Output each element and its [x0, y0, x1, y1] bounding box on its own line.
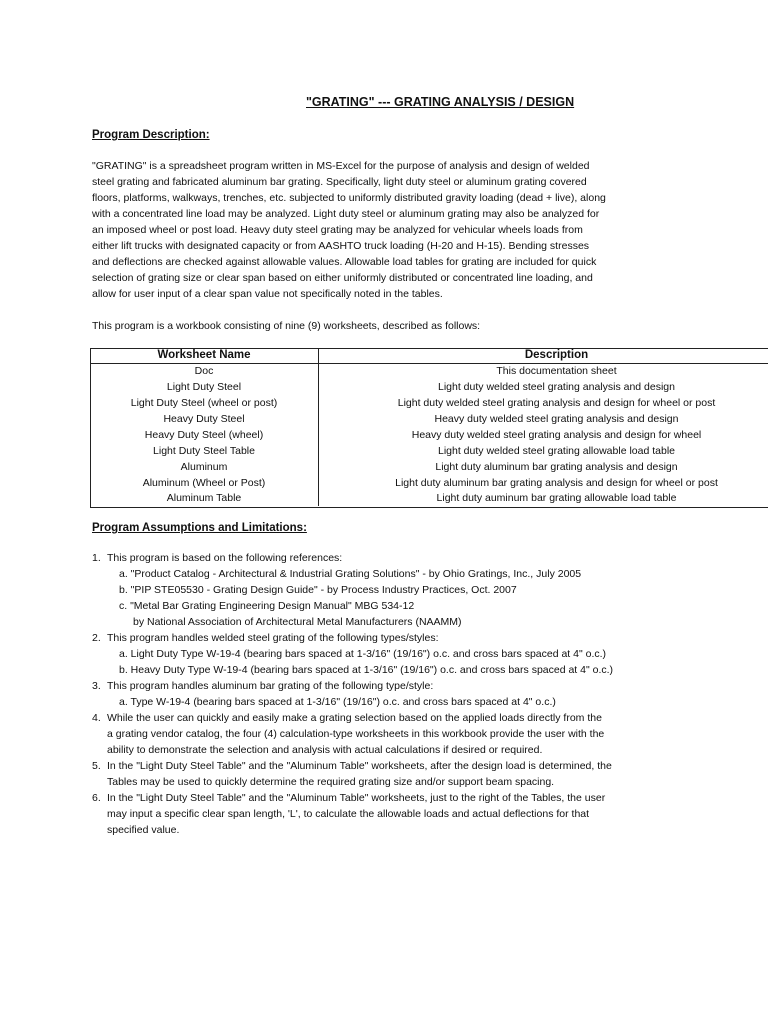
list-item-text: a. "Product Catalog - Architectural & Industrial Grating Solutions" - by Ohio Gratings, Inc., July 2005 [119, 568, 582, 580]
list-item-text: a. Type W-19-4 (bearing bars spaced at 1-3/16" (19/16") o.c. and cross bars spaced at 4" o.c.) [119, 696, 556, 708]
table-cell-name: Heavy Duty Steel (wheel) [144, 429, 264, 441]
assumptions-heading: Program Assumptions and Limitations: [92, 522, 307, 534]
list-item-number: 4. [92, 712, 101, 724]
list-item-text: ability to demonstrate the selection and analysis with actual calculations if desired or required. [107, 744, 543, 756]
list-item-text: This program handles welded steel grating of the following types/styles: [107, 632, 439, 644]
list-item-number: 1. [92, 552, 101, 564]
description-line: either lift trucks with designated capacity or from AASHTO truck loading (H-20 and H-15). Bending stresses [92, 240, 590, 252]
list-item-number: 5. [92, 760, 101, 772]
description-line: floors, platforms, walkways, trenches, etc. subjected to uniformly distributed gravity loading (dead + live), along [92, 192, 606, 204]
list-item-number: 2. [92, 632, 101, 644]
list-item-text: by National Association of Architectural Metal Manufacturers (NAAMM) [133, 616, 462, 628]
list-item-text: Tables may be used to quickly determine the required grating size and/or support beam spacing. [107, 776, 555, 788]
list-item-text: specified value. [107, 824, 180, 836]
list-item-text: a grating vendor catalog, the four (4) calculation-type worksheets in this workbook provide the user with the [107, 728, 605, 740]
table-cell-name: Aluminum Table [166, 492, 242, 504]
table-cell-description: Light duty welded steel grating analysis and design for wheel or post [397, 397, 716, 409]
table-header-name: Worksheet Name [157, 349, 251, 361]
list-item-number: 6. [92, 792, 101, 804]
description-line: allow for user input of a clear span value not specifically noted in the tables. [92, 288, 443, 300]
list-item-number: 3. [92, 680, 101, 692]
table-cell-description: Light duty aluminum bar grating analysis and design for wheel or post [395, 477, 718, 489]
list-item-text: b. "PIP STE05530 - Grating Design Guide" - by Process Industry Practices, Oct. 2007 [119, 584, 517, 596]
description-line: selection of grating size or clear span based on either uniformly distributed or concentrated line loading, and [92, 272, 593, 284]
table-cell-description: Light duty auminum bar grating allowable load table [436, 492, 677, 504]
table-cell-description: Light duty welded steel grating allowable load table [438, 445, 675, 457]
description-line: steel grating and fabricated aluminum bar grating. Specifically, light duty steel or aluminum grating covered [92, 176, 587, 188]
list-item-text: In the "Light Duty Steel Table" and the "Aluminum Table" worksheets, after the design load is determined, the [107, 760, 612, 772]
table-cell-name: Aluminum [180, 461, 228, 473]
table-cell-name: Aluminum (Wheel or Post) [142, 477, 266, 489]
list-item-text: In the "Light Duty Steel Table" and the "Aluminum Table" worksheets, just to the right of the Tables, the user [107, 792, 606, 804]
table-cell-name: Light Duty Steel (wheel or post) [130, 397, 278, 409]
list-item-text: This program handles aluminum bar grating of the following type/style: [107, 680, 434, 692]
list-item-text: This program is based on the following references: [107, 552, 343, 564]
table-cell-name: Heavy Duty Steel [163, 413, 245, 425]
list-item-text: c. "Metal Bar Grating Engineering Design Manual" MBG 534-12 [119, 600, 415, 612]
description-line: and deflections are checked against allowable values. Allowable load tables for grating are included for quick [92, 256, 597, 268]
page-title: "GRATING" --- GRATING ANALYSIS / DESIGN [306, 95, 575, 109]
program-description-heading: Program Description: [92, 129, 210, 141]
table-cell-description: Heavy duty welded steel grating analysis and design [434, 413, 679, 425]
list-item-text: b. Heavy Duty Type W-19-4 (bearing bars spaced at 1-3/16" (19/16") o.c. and cross bars spaced at 4" o.c.) [119, 664, 614, 676]
table-cell-name: Doc [194, 365, 214, 377]
list-item-text: While the user can quickly and easily make a grating selection based on the applied loads directly from the [107, 712, 602, 724]
table-cell-name: Light Duty Steel [166, 381, 242, 393]
table-cell-name: Light Duty Steel Table [153, 445, 255, 457]
table-header-description: Description [524, 349, 589, 361]
table-cell-description: Light duty aluminum bar grating analysis and design [435, 461, 678, 473]
description-line: an imposed wheel or post load. Heavy duty steel grating may be analyzed for vehicular wheels loads from [92, 224, 583, 236]
worksheet-table [90, 348, 768, 508]
table-cell-description: Heavy duty welded steel grating analysis and design for wheel [411, 429, 702, 441]
list-item-text: a. Light Duty Type W-19-4 (bearing bars spaced at 1-3/16" (19/16") o.c. and cross bars spaced at 4" o.c.) [119, 648, 607, 660]
table-cell-description: This documentation sheet [496, 365, 617, 377]
table-cell-description: Light duty welded steel grating analysis and design [438, 381, 675, 393]
description-line: with a concentrated line load may be analyzed. Light duty steel or aluminum grating may also be analyzed for [92, 208, 600, 220]
list-item-text: may input a specific clear span length, 'L', to calculate the allowable loads and actual deflections for that [107, 808, 590, 820]
program-description-text [92, 158, 652, 302]
workbook-intro: This program is a workbook consisting of nine (9) worksheets, described as follows: [92, 320, 481, 332]
description-line: "GRATING" is a spreadsheet program written in MS-Excel for the purpose of analysis and design of welded [92, 160, 590, 172]
